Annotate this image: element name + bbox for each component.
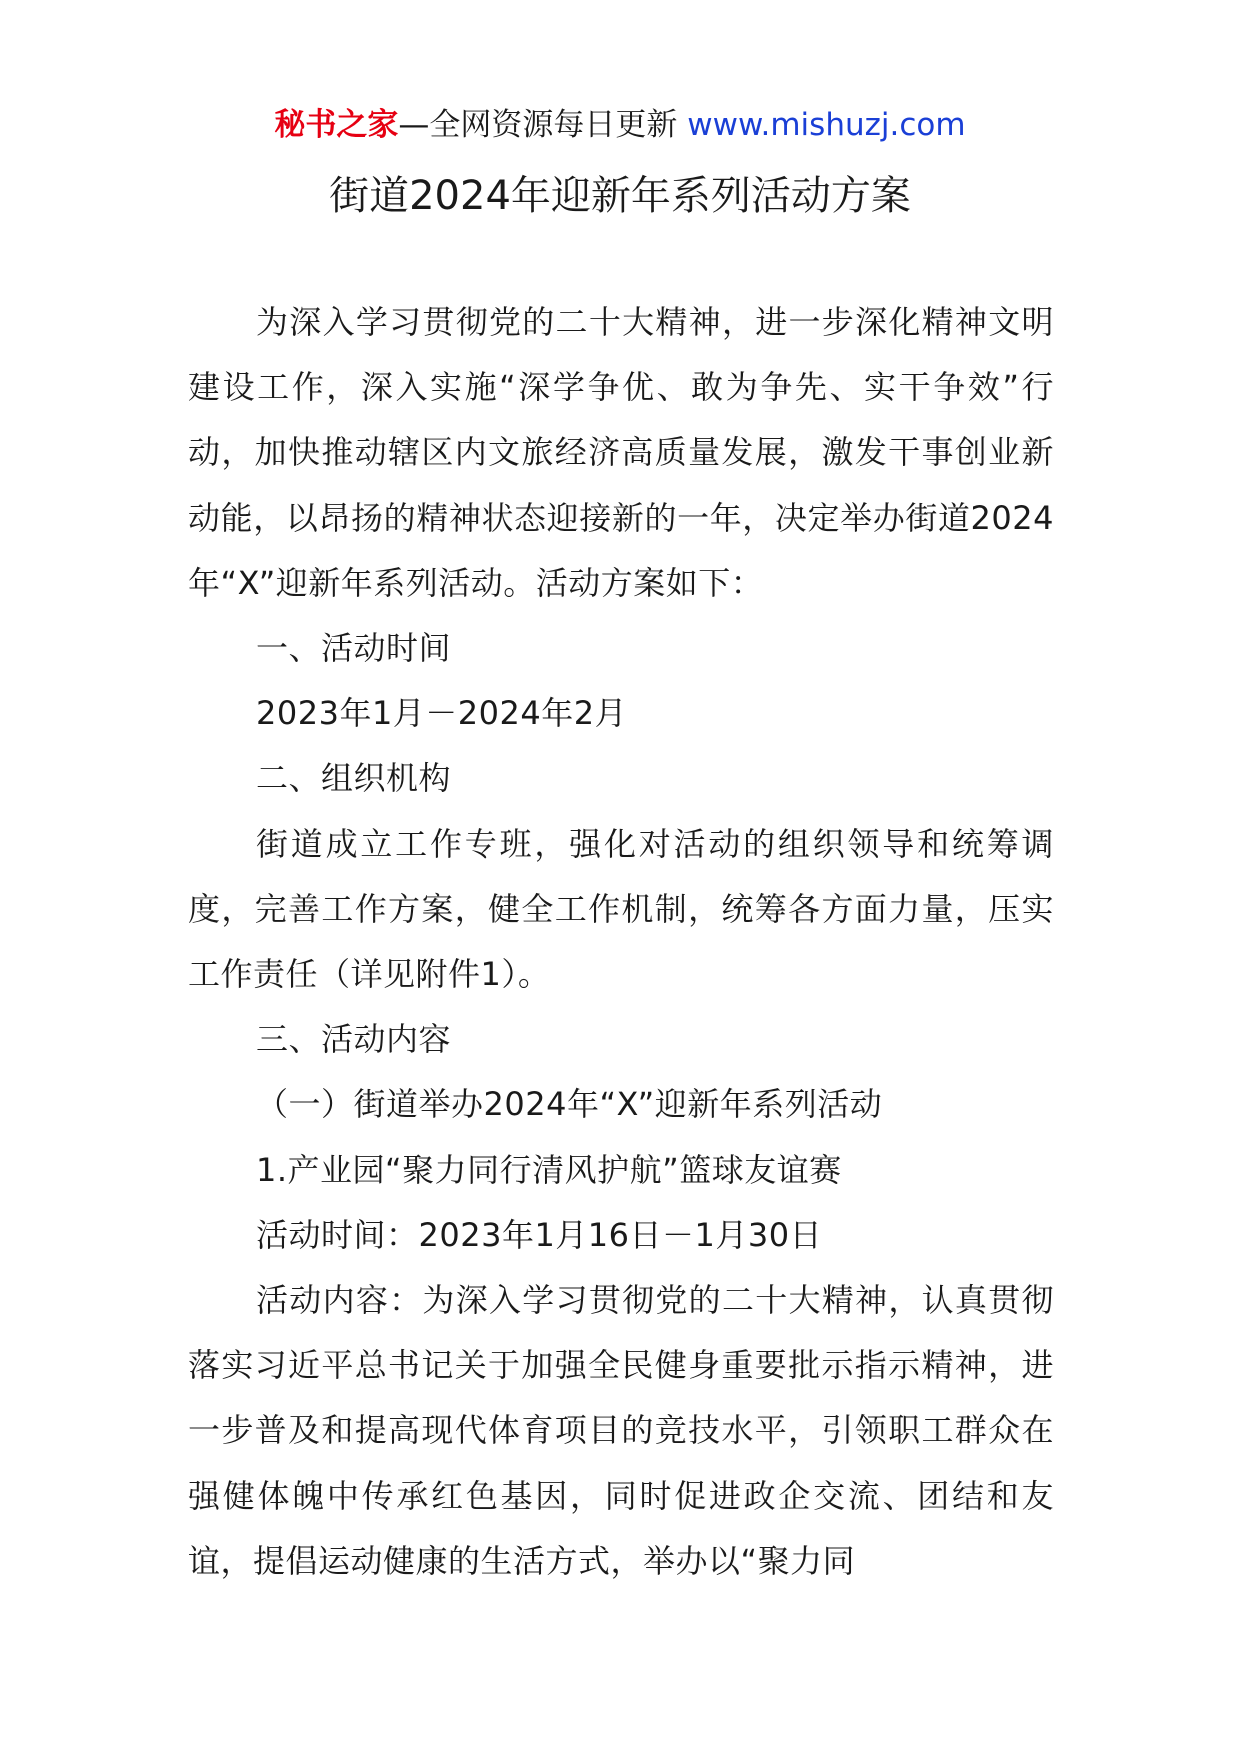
site-url-link[interactable]: www.mishuzj.com bbox=[687, 107, 966, 143]
item-activity-time: 活动时间：2023年1月16日－1月30日 bbox=[256, 1215, 823, 1254]
activity-time-range: 2023年1月－2024年2月 bbox=[256, 694, 628, 733]
intro-paragraph: 为深入学习贯彻党的二十大精神，进一步深化精神文明建设工作，深入实施“深学争优、敢为争先、实干争效”行动，加快推动辖区内文旅经济高质量发展，激发干事创业新动能，以昂扬的精神状态迎接新的一年，决定举办街道2024年“X”迎新年系列活动。活动方案如下： bbox=[188, 303, 1054, 602]
section-heading-activity-time: 一、活动时间 bbox=[256, 629, 452, 668]
section-heading-activity-content: 三、活动内容 bbox=[256, 1020, 452, 1059]
section-heading-organization: 二、组织机构 bbox=[256, 759, 452, 798]
item-activity-content: 活动内容：为深入学习贯彻党的二十大精神，认真贯彻落实习近平总书记关于加强全民健身重要批示指示精神，进一步普及和提高现代体育项目的竞技水平，引领职工群众在强健体魄中传承红色基因，同时促进政企交流、团结和友谊，提倡运动健康的生活方式，举办以“聚力同 bbox=[188, 1281, 1054, 1580]
document-body bbox=[188, 290, 1054, 1594]
document-title: 街道2024年迎新年系列活动方案 bbox=[329, 173, 911, 219]
brand-name: 秘书之家 bbox=[274, 107, 399, 143]
site-header bbox=[0, 100, 1240, 150]
subsection-heading: （一）街道举办2024年“X”迎新年系列活动 bbox=[256, 1085, 883, 1124]
item-heading-basketball: 1.产业园“聚力同行清风护航”篮球友谊赛 bbox=[256, 1150, 842, 1189]
header-tagline: —全网资源每日更新 bbox=[398, 107, 678, 143]
organization-paragraph: 街道成立工作专班，强化对活动的组织领导和统筹调度，完善工作方案，健全工作机制，统筹各方面力量，压实工作责任（详见附件1）。 bbox=[188, 824, 1054, 994]
